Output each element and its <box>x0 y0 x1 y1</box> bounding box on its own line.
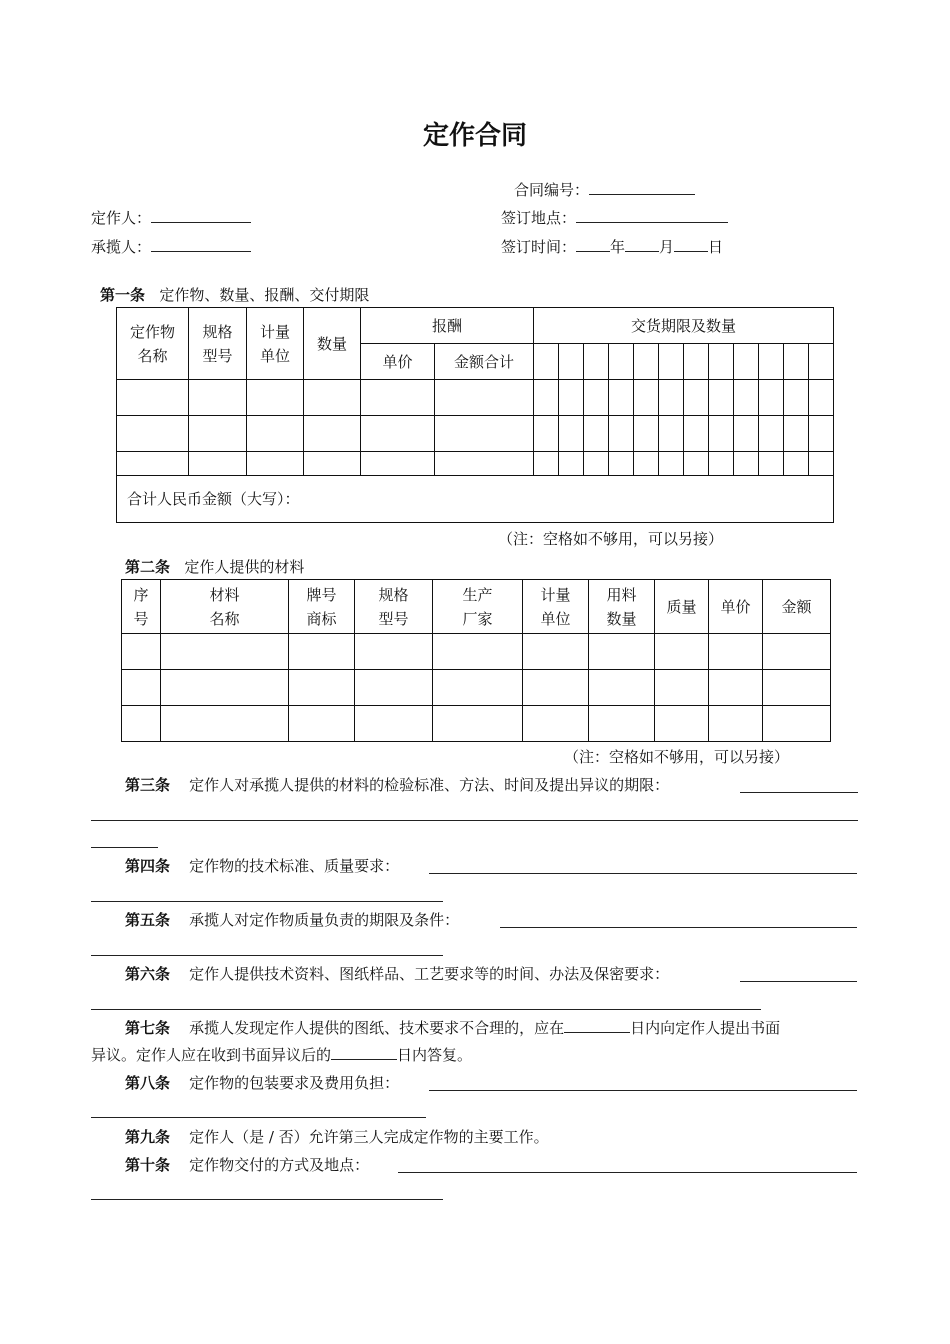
article-10-text: 定作物交付的方式及地点： <box>189 1156 370 1174</box>
client-label: 定作人： <box>91 209 152 227</box>
table-cell[interactable] <box>247 416 304 452</box>
article-1-note: （注：空格如不够用，可以另接） <box>498 530 724 548</box>
delivery-cell[interactable] <box>659 344 684 380</box>
table-cell[interactable] <box>523 634 589 670</box>
article-4-blank-1[interactable] <box>429 873 857 874</box>
table-cell[interactable] <box>523 670 589 706</box>
table-cell[interactable] <box>763 706 831 742</box>
total-rmb-amount[interactable]: 合计人民币金额（大写）： <box>117 476 834 523</box>
place-blank[interactable] <box>576 208 728 223</box>
article-1-heading <box>100 285 369 305</box>
table-cell[interactable] <box>361 452 435 476</box>
table-cell[interactable] <box>247 380 304 416</box>
article-10-number: 第十条 <box>125 1156 171 1174</box>
table-cell[interactable] <box>763 670 831 706</box>
article-8-text: 定作物的包装要求及费用负担： <box>189 1074 400 1092</box>
table-cell[interactable] <box>189 380 247 416</box>
table-cell[interactable] <box>161 706 289 742</box>
table-cell[interactable] <box>122 670 161 706</box>
article-4-text: 定作物的技术标准、质量要求： <box>189 857 400 875</box>
article-2-heading <box>125 557 304 577</box>
table-cell[interactable] <box>534 452 559 476</box>
article-3-blank-2[interactable] <box>91 820 858 821</box>
table-cell[interactable] <box>289 670 355 706</box>
table-cell[interactable] <box>759 380 784 416</box>
article-7-text-d: 日内答复。 <box>397 1046 473 1064</box>
article-1-title: 定作物、数量、报酬、交付期限 <box>159 286 370 304</box>
table-cell[interactable] <box>609 380 634 416</box>
table-cell[interactable] <box>361 380 435 416</box>
table-cell[interactable] <box>709 416 734 452</box>
contract-no-blank[interactable] <box>589 180 695 195</box>
table-cell[interactable] <box>117 416 189 452</box>
delivery-cell[interactable] <box>709 344 734 380</box>
article-7-line-2 <box>91 1045 472 1065</box>
document-title: 定作合同 <box>422 121 527 151</box>
table-cell[interactable] <box>809 380 834 416</box>
article-9 <box>125 1127 549 1147</box>
table-row <box>122 706 831 742</box>
article-5-number: 第五条 <box>125 911 171 929</box>
header-amount: 金额 <box>763 580 831 634</box>
article-4-blank-2[interactable] <box>91 901 443 902</box>
day-label: 日 <box>708 238 724 256</box>
delivery-cell[interactable] <box>559 344 584 380</box>
table-cell[interactable] <box>247 452 304 476</box>
header-unit-price: 单价 <box>709 580 763 634</box>
delivery-cell[interactable] <box>784 344 809 380</box>
delivery-cell[interactable] <box>634 344 659 380</box>
article-6-blank-1[interactable] <box>740 981 857 982</box>
table-cell[interactable] <box>289 634 355 670</box>
place-field <box>501 208 728 228</box>
table-cell[interactable] <box>609 452 634 476</box>
table-row <box>117 416 834 452</box>
table-cell[interactable] <box>355 670 433 706</box>
article-3-text: 定作人对承揽人提供的材料的检验标准、方法、时间及提出异议的期限： <box>189 776 670 794</box>
article-7-number: 第七条 <box>125 1019 171 1037</box>
table-cell[interactable] <box>435 452 534 476</box>
table-cell[interactable] <box>433 670 523 706</box>
contract-no-label: 合同编号： <box>514 181 590 199</box>
table-cell[interactable] <box>684 452 709 476</box>
contractor-label: 承揽人： <box>91 238 152 256</box>
table-cell[interactable] <box>659 416 684 452</box>
delivery-cell[interactable] <box>534 344 559 380</box>
table-cell[interactable] <box>659 452 684 476</box>
table-cell[interactable] <box>355 706 433 742</box>
table-cell[interactable] <box>161 634 289 670</box>
table-row <box>117 380 834 416</box>
article-10-blank-1[interactable] <box>398 1172 857 1173</box>
header-usage-qty: 用料数量 <box>589 580 655 634</box>
table-cell[interactable] <box>809 416 834 452</box>
table-cell[interactable] <box>117 452 189 476</box>
delivery-cell[interactable] <box>584 344 609 380</box>
table-cell[interactable] <box>684 380 709 416</box>
table-cell[interactable] <box>559 416 584 452</box>
table-cell[interactable] <box>584 416 609 452</box>
header-material-name: 材料名称 <box>161 580 289 634</box>
header-brand: 牌号商标 <box>289 580 355 634</box>
article-7-text-a: 承揽人发现定作人提供的图纸、技术要求不合理的，应在 <box>189 1019 565 1037</box>
article-4-number: 第四条 <box>125 857 171 875</box>
header-delivery: 交货期限及数量 <box>534 308 834 344</box>
table-cell[interactable] <box>534 416 559 452</box>
article-7-text-b: 日内向定作人提出书面 <box>630 1019 781 1037</box>
table-cell[interactable] <box>289 706 355 742</box>
article-3-blank-1[interactable] <box>740 792 858 793</box>
header-reward: 报酬 <box>361 308 534 344</box>
table-row <box>117 452 834 476</box>
article-8-blank-1[interactable] <box>429 1090 857 1091</box>
table-cell[interactable] <box>734 380 759 416</box>
table-cell[interactable] <box>584 380 609 416</box>
table-cell[interactable] <box>709 706 763 742</box>
table-cell[interactable] <box>709 380 734 416</box>
table-cell[interactable] <box>655 634 709 670</box>
table-row <box>122 670 831 706</box>
table-cell[interactable] <box>763 634 831 670</box>
table-cell[interactable] <box>784 380 809 416</box>
article-5-text: 承揽人对定作物质量负责的期限及条件： <box>189 911 460 929</box>
day-blank[interactable] <box>674 237 708 252</box>
delivery-cell[interactable] <box>759 344 784 380</box>
table-cell[interactable] <box>609 416 634 452</box>
header-unit-price: 单价 <box>361 344 435 380</box>
table-cell[interactable] <box>523 706 589 742</box>
table-cell[interactable] <box>784 452 809 476</box>
article-4 <box>125 856 399 876</box>
month-label: 月 <box>659 238 675 256</box>
header-quantity: 数量 <box>304 308 361 380</box>
delivery-cell[interactable] <box>809 344 834 380</box>
table-cell[interactable] <box>433 634 523 670</box>
article-9-number: 第九条 <box>125 1128 171 1146</box>
time-field <box>501 237 723 257</box>
table-cell[interactable] <box>304 452 361 476</box>
year-blank[interactable] <box>576 237 610 252</box>
article-2-title: 定作人提供的材料 <box>184 558 305 576</box>
year-label: 年 <box>610 238 626 256</box>
delivery-cell[interactable] <box>609 344 634 380</box>
contract-no-field <box>514 180 695 200</box>
header-quality: 质量 <box>655 580 709 634</box>
table-cell[interactable] <box>189 416 247 452</box>
header-serial: 序号 <box>122 580 161 634</box>
table-cell[interactable] <box>634 416 659 452</box>
article-3-blank-3[interactable] <box>91 847 158 848</box>
table-cell[interactable] <box>809 452 834 476</box>
delivery-cell[interactable] <box>684 344 709 380</box>
article-6-number: 第六条 <box>125 965 171 983</box>
table-cell[interactable] <box>734 452 759 476</box>
table-cell[interactable] <box>122 634 161 670</box>
time-label: 签订时间： <box>501 238 577 256</box>
article-10 <box>125 1155 369 1175</box>
table-cell[interactable] <box>589 670 655 706</box>
table-cell[interactable] <box>655 706 709 742</box>
article-6 <box>125 964 669 984</box>
article-2-note: （注：空格如不够用，可以另接） <box>564 748 790 766</box>
article-9-text: 定作人（是 / 否）允许第三人完成定作物的主要工作。 <box>189 1128 549 1146</box>
table-cell[interactable] <box>534 380 559 416</box>
table-cell[interactable] <box>435 416 534 452</box>
table-cell[interactable] <box>634 380 659 416</box>
table-cell[interactable] <box>189 452 247 476</box>
table-cell[interactable] <box>709 634 763 670</box>
header-item-name: 定作物名称 <box>117 308 189 380</box>
header-spec: 规格型号 <box>355 580 433 634</box>
table-cell[interactable] <box>589 634 655 670</box>
article-1-number: 第一条 <box>100 286 146 304</box>
table-cell[interactable] <box>759 416 784 452</box>
table-cell[interactable] <box>355 634 433 670</box>
delivery-cell[interactable] <box>734 344 759 380</box>
table-cell[interactable] <box>304 416 361 452</box>
article-2-table <box>121 579 831 742</box>
table-cell[interactable] <box>634 452 659 476</box>
table-cell[interactable] <box>709 452 734 476</box>
place-label: 签订地点： <box>501 209 577 227</box>
table-cell[interactable] <box>161 670 289 706</box>
table-cell[interactable] <box>559 452 584 476</box>
header-manufacturer: 生产厂家 <box>433 580 523 634</box>
contractor-field <box>91 237 251 257</box>
article-8-blank-2[interactable] <box>91 1117 426 1118</box>
article-1-table <box>116 307 834 523</box>
table-cell[interactable] <box>361 416 435 452</box>
table-cell[interactable] <box>122 706 161 742</box>
table-row <box>122 634 831 670</box>
table-cell[interactable] <box>734 416 759 452</box>
client-blank[interactable] <box>151 208 251 223</box>
header-spec: 规格型号 <box>189 308 247 380</box>
article-5-blank-2[interactable] <box>91 955 443 956</box>
table-cell[interactable] <box>655 670 709 706</box>
article-10-blank-2[interactable] <box>91 1199 443 1200</box>
table-cell[interactable] <box>589 706 655 742</box>
article-6-blank-2[interactable] <box>91 1009 761 1010</box>
article-7-line-1 <box>125 1018 780 1038</box>
article-3 <box>125 775 669 795</box>
contractor-blank[interactable] <box>151 237 251 252</box>
header-amount-total: 金额合计 <box>435 344 534 380</box>
article-3-number: 第三条 <box>125 776 171 794</box>
table-cell[interactable] <box>304 380 361 416</box>
article-2-number: 第二条 <box>125 558 171 576</box>
table-cell[interactable] <box>684 416 709 452</box>
table-cell[interactable] <box>559 380 584 416</box>
article-5-blank-1[interactable] <box>500 927 857 928</box>
article-7-days-blank-1[interactable] <box>564 1018 630 1033</box>
article-5 <box>125 910 459 930</box>
table-cell[interactable] <box>117 380 189 416</box>
article-8 <box>125 1073 399 1093</box>
article-6-text: 定作人提供技术资料、图纸样品、工艺要求等的时间、办法及保密要求： <box>189 965 670 983</box>
client-field <box>91 208 251 228</box>
table-cell[interactable] <box>784 416 809 452</box>
article-7-days-blank-2[interactable] <box>331 1045 397 1060</box>
table-cell[interactable] <box>659 380 684 416</box>
table-cell[interactable] <box>435 380 534 416</box>
table-cell[interactable] <box>759 452 784 476</box>
month-blank[interactable] <box>625 237 659 252</box>
article-8-number: 第八条 <box>125 1074 171 1092</box>
table-cell[interactable] <box>433 706 523 742</box>
header-unit: 计量单位 <box>523 580 589 634</box>
header-unit: 计量单位 <box>247 308 304 380</box>
table-cell[interactable] <box>709 670 763 706</box>
article-7-text-c: 异议。定作人应在收到书面异议后的 <box>91 1046 332 1064</box>
table-cell[interactable] <box>584 452 609 476</box>
